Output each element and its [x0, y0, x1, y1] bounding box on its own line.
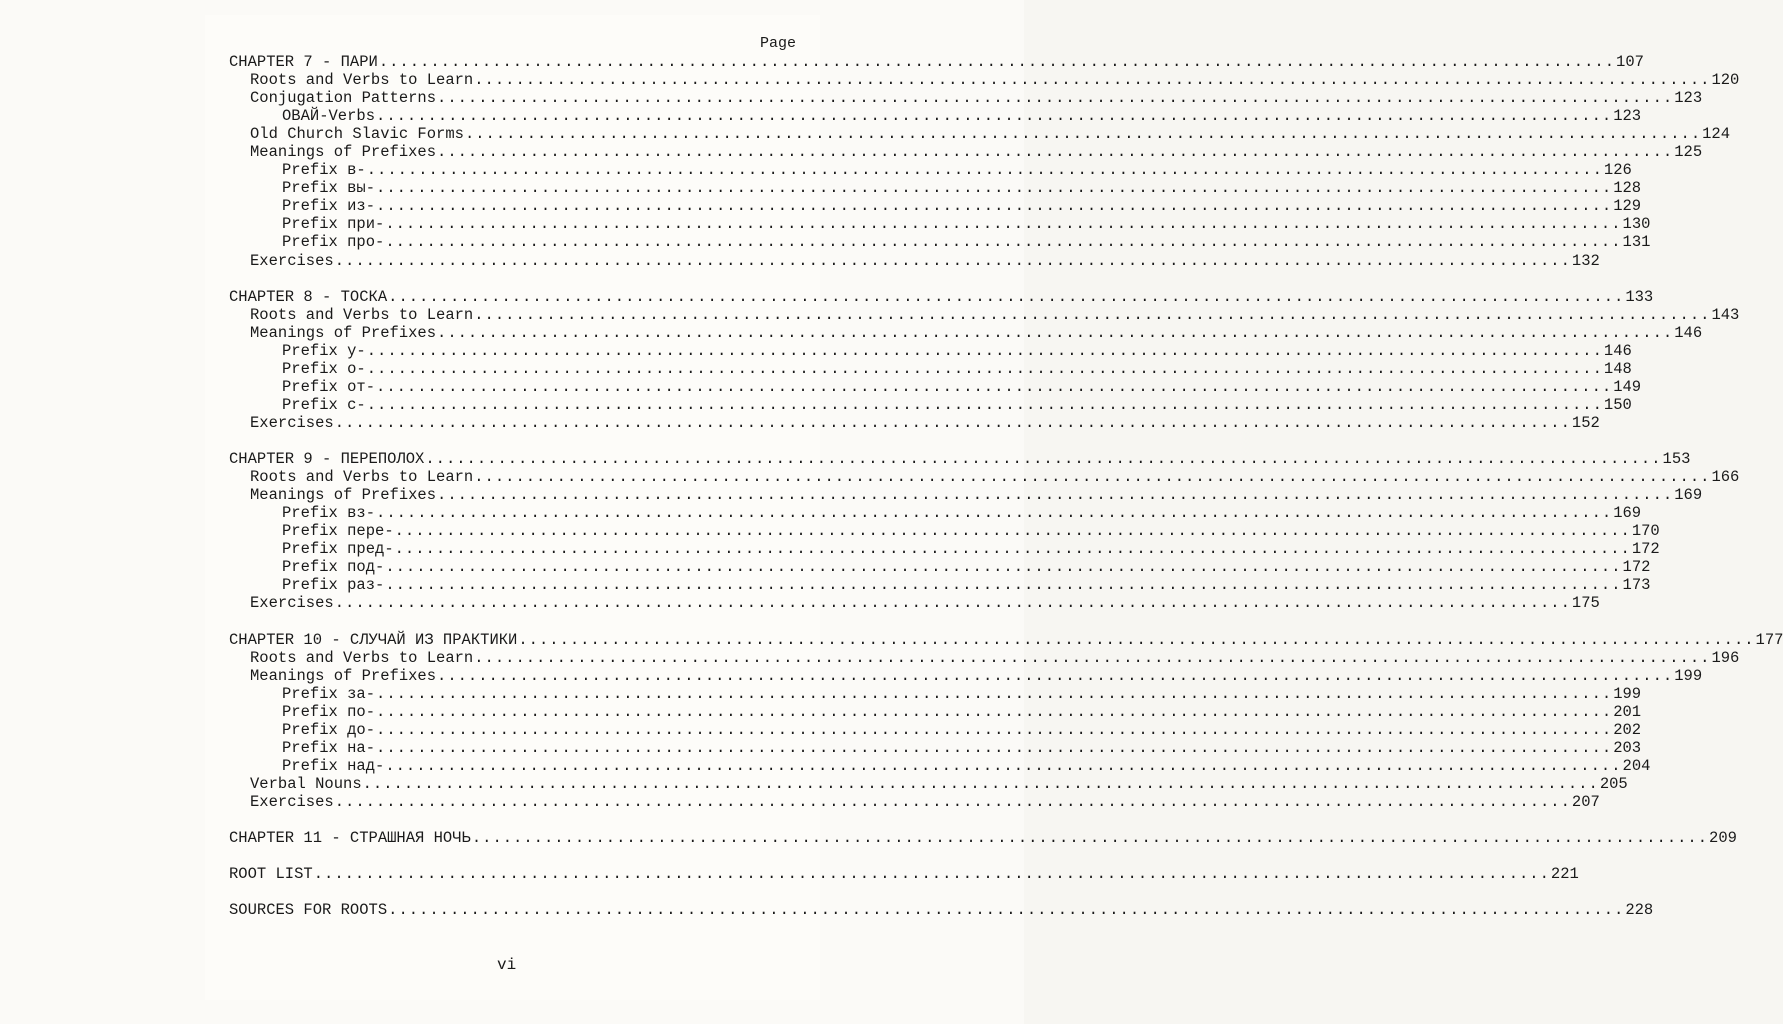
table-of-contents [229, 53, 1783, 920]
entry-label: SOURCES FOR ROOTS [229, 901, 388, 920]
dot-leader: ........................................................................................................................ [385, 233, 1622, 252]
entry-page-number: 149 [1613, 377, 1642, 396]
dot-leader: ........................................................................................................................ [376, 179, 1613, 198]
entry-label: Prefix из- [282, 197, 376, 216]
entry-page-number: 172 [1631, 540, 1660, 559]
toc-entry [229, 702, 1642, 721]
entry-label: Prefix в- [282, 161, 366, 180]
entry-label: Meanings of Prefixes [250, 143, 437, 162]
entry-page-number: 228 [1625, 901, 1654, 920]
toc-entry [229, 756, 1651, 775]
dot-leader: ........................................................................................................................ [378, 53, 1616, 71]
entry-page-number: 201 [1613, 702, 1642, 721]
entry-page-number: 204 [1622, 756, 1651, 775]
entry-label: CHAPTER 8 - ТОСКА [229, 287, 388, 306]
entry-page-number: 130 [1622, 215, 1651, 234]
entry-page-number: 125 [1674, 143, 1703, 162]
entry-page-number: 129 [1613, 197, 1642, 216]
entry-page-number: 120 [1711, 71, 1740, 90]
dot-leader: ........................................................................................................................ [334, 413, 1571, 432]
entry-label: Prefix раз- [282, 576, 385, 595]
dot-leader: ........................................................................................................................ [385, 576, 1622, 595]
section-heading [229, 901, 1654, 920]
toc-entry [229, 540, 1660, 559]
dot-leader: ........................................................................................................................ [376, 684, 1613, 703]
section-spacer [229, 847, 795, 865]
entry-page-number: 207 [1571, 792, 1600, 811]
toc-entry [229, 377, 1642, 396]
entry-page-number: 148 [1603, 359, 1632, 378]
dot-leader: ........................................................................................................................ [394, 522, 1631, 541]
dot-leader: ........................................................................................................................ [437, 89, 1674, 108]
dot-leader: ........................................................................................................................ [334, 792, 1571, 811]
entry-label: CHAPTER 10 - СЛУЧАЙ ИЗ ПРАКТИКИ [229, 630, 518, 649]
dot-leader: ........................................................................................................................ [376, 107, 1613, 126]
dot-leader: ........................................................................................................................ [366, 359, 1603, 378]
toc-entry [229, 413, 1600, 432]
entry-label: Meanings of Prefixes [250, 666, 437, 685]
entry-label: Prefix вы- [282, 179, 376, 198]
entry-label: Prefix при- [282, 215, 385, 234]
toc-entry [229, 720, 1642, 739]
entry-label: Conjugation Patterns [250, 89, 437, 108]
section-spacer [229, 883, 795, 901]
dot-leader: ........................................................................................................................ [474, 71, 1711, 90]
entry-label: ОВАЙ-Verbs [282, 107, 376, 126]
entry-page-number: 203 [1613, 738, 1642, 757]
section-heading [229, 450, 1691, 469]
dot-leader: ........................................................................................................................ [376, 702, 1613, 721]
entry-label: Prefix до- [282, 720, 376, 739]
entry-page-number: 169 [1674, 486, 1703, 505]
entry-label: Prefix за- [282, 684, 376, 703]
entry-page-number: 175 [1571, 594, 1600, 613]
toc-entry [229, 143, 1703, 162]
entry-label: Prefix на- [282, 738, 376, 757]
dot-leader: ........................................................................................................................ [437, 666, 1674, 685]
toc-entry [229, 305, 1740, 324]
entry-page-number: 153 [1662, 450, 1691, 469]
dot-leader: ........................................................................................................................ [437, 143, 1674, 162]
entry-page-number: 123 [1613, 107, 1642, 126]
toc-entry [229, 594, 1600, 613]
entry-label: CHAPTER 11 - СТРАШНАЯ НОЧЬ [229, 829, 471, 848]
dot-leader: ........................................................................................................................ [366, 395, 1603, 414]
toc-entry [229, 792, 1600, 811]
dot-leader: ........................................................................................................................ [471, 829, 1709, 848]
toc-entry [229, 197, 1642, 216]
entry-label: Roots and Verbs to Learn [250, 305, 474, 324]
dot-leader: ........................................................................................................................ [518, 630, 1755, 649]
page-number: vi [497, 956, 517, 974]
entry-page-number: 196 [1711, 648, 1740, 667]
dot-leader: ........................................................................................................................ [385, 558, 1622, 577]
dot-leader: ........................................................................................................................ [437, 486, 1674, 505]
dot-leader: ........................................................................................................................ [376, 197, 1613, 216]
dot-leader: ........................................................................................................................ [366, 161, 1603, 180]
dot-leader: ........................................................................................................................ [474, 648, 1711, 667]
entry-page-number: 205 [1599, 774, 1628, 793]
entry-label: Exercises [250, 251, 334, 270]
entry-label: Prefix про- [282, 233, 385, 252]
entry-page-number: 126 [1603, 161, 1632, 180]
section-heading [229, 829, 1737, 848]
section-spacer [229, 811, 795, 829]
entry-page-number: 199 [1613, 684, 1642, 703]
toc-entry [229, 71, 1740, 90]
dot-leader: ........................................................................................................................ [385, 756, 1622, 775]
dot-leader: ........................................................................................................................ [425, 450, 1662, 469]
dot-leader: ........................................................................................................................ [376, 720, 1613, 739]
dot-leader: ........................................................................................................................ [313, 865, 1550, 884]
entry-label: Roots and Verbs to Learn [250, 648, 474, 667]
entry-page-number: 146 [1674, 323, 1703, 342]
toc-entry [229, 359, 1632, 378]
toc-entry [229, 89, 1703, 108]
dot-leader: ........................................................................................................................ [366, 341, 1603, 360]
page-column-header: Page [760, 35, 797, 52]
dot-leader: ........................................................................................................................ [376, 377, 1613, 396]
entry-page-number: 124 [1702, 125, 1731, 144]
entry-page-number: 128 [1613, 179, 1642, 198]
entry-label: Meanings of Prefixes [250, 323, 437, 342]
entry-page-number: 131 [1622, 233, 1651, 252]
dot-leader: ........................................................................................................................ [437, 323, 1674, 342]
entry-page-number: 169 [1613, 504, 1642, 523]
entry-label: Exercises [250, 413, 334, 432]
dot-leader: ........................................................................................................................ [388, 901, 1625, 920]
dot-leader: ........................................................................................................................ [376, 504, 1613, 523]
section-heading [229, 287, 1654, 306]
entry-label: Verbal Nouns [250, 774, 362, 793]
toc-entry [229, 486, 1703, 505]
entry-label: Old Church Slavic Forms [250, 125, 464, 144]
entry-label: ROOT LIST [229, 865, 313, 884]
dot-leader: ........................................................................................................................ [474, 305, 1711, 324]
toc-entry [229, 395, 1632, 414]
entry-page-number: 209 [1709, 829, 1737, 848]
entry-label: CHAPTER 9 - ПЕРЕПОЛОХ [229, 450, 425, 469]
entry-page-number: 132 [1571, 251, 1600, 270]
entry-label: Prefix с- [282, 395, 366, 414]
section-heading [229, 53, 1644, 71]
toc-entry [229, 468, 1740, 487]
dot-leader: ........................................................................................................................ [362, 774, 1599, 793]
toc-entry [229, 774, 1628, 793]
dot-leader: ........................................................................................................................ [376, 738, 1613, 757]
toc-entry [229, 125, 1731, 144]
dot-leader: ........................................................................................................................ [334, 251, 1571, 270]
entry-page-number: 177 [1755, 630, 1783, 649]
entry-label: Exercises [250, 792, 334, 811]
toc-entry [229, 179, 1642, 198]
toc-entry [229, 558, 1651, 577]
dot-leader: ........................................................................................................................ [464, 125, 1702, 144]
entry-label: Prefix пере- [282, 522, 394, 541]
toc-entry [229, 648, 1740, 667]
toc-entry [229, 323, 1703, 342]
entry-page-number: 133 [1625, 287, 1654, 306]
dot-leader: ........................................................................................................................ [474, 468, 1711, 487]
entry-label: CHAPTER 7 - ПАРИ [229, 53, 378, 71]
section-heading [229, 630, 1783, 649]
toc-entry [229, 504, 1642, 523]
entry-label: Prefix от- [282, 377, 376, 396]
entry-label: Roots and Verbs to Learn [250, 468, 474, 487]
entry-label: Exercises [250, 594, 334, 613]
entry-page-number: 150 [1603, 395, 1632, 414]
toc-entry [229, 522, 1660, 541]
entry-label: Roots and Verbs to Learn [250, 71, 474, 90]
toc-entry [229, 161, 1632, 180]
entry-page-number: 152 [1571, 413, 1600, 432]
dot-leader: ........................................................................................................................ [334, 594, 1571, 613]
section-heading [229, 865, 1579, 884]
entry-label: Meanings of Prefixes [250, 486, 437, 505]
entry-page-number: 199 [1674, 666, 1703, 685]
toc-entry [229, 341, 1632, 360]
toc-entry [229, 576, 1651, 595]
toc-entry [229, 684, 1642, 703]
entry-page-number: 221 [1550, 865, 1579, 884]
dot-leader: ........................................................................................................................ [388, 287, 1625, 306]
entry-label: Prefix у- [282, 341, 366, 360]
entry-page-number: 202 [1613, 720, 1642, 739]
toc-entry [229, 251, 1600, 270]
entry-page-number: 123 [1674, 89, 1703, 108]
entry-page-number: 172 [1622, 558, 1651, 577]
toc-entry [229, 107, 1642, 126]
entry-page-number: 166 [1711, 468, 1740, 487]
entry-label: Prefix пред- [282, 540, 394, 559]
toc-entry [229, 666, 1703, 685]
entry-page-number: 143 [1711, 305, 1740, 324]
entry-page-number: 146 [1603, 341, 1632, 360]
entry-page-number: 107 [1616, 53, 1644, 71]
dot-leader: ........................................................................................................................ [394, 540, 1631, 559]
section-spacer [229, 270, 795, 288]
entry-label: Prefix под- [282, 558, 385, 577]
toc-entry [229, 215, 1651, 234]
dot-leader: ........................................................................................................................ [385, 215, 1622, 234]
section-spacer [229, 612, 795, 630]
entry-label: Prefix вз- [282, 504, 376, 523]
entry-label: Prefix над- [282, 756, 385, 775]
entry-page-number: 170 [1631, 522, 1660, 541]
entry-label: Prefix о- [282, 359, 366, 378]
toc-entry [229, 738, 1642, 757]
entry-label: Prefix по- [282, 702, 376, 721]
section-spacer [229, 432, 795, 450]
entry-page-number: 173 [1622, 576, 1651, 595]
toc-entry [229, 233, 1651, 252]
